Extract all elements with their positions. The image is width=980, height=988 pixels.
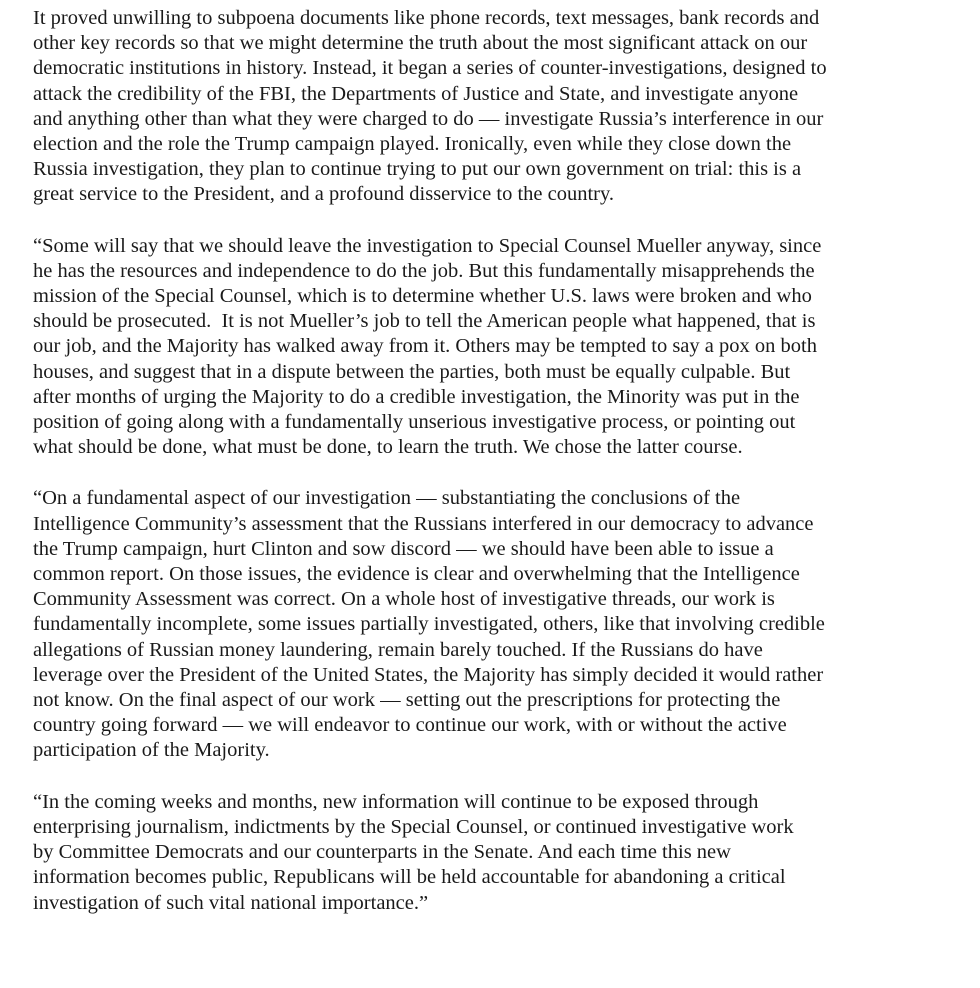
text-line: “In the coming weeks and months, new information will continue to be exposed through [33, 790, 759, 813]
paragraph-1 [33, 6, 953, 208]
text-line: “On a fundamental aspect of our investigation — substantiating the conclusions of the [33, 487, 741, 510]
text-line: enterprising journalism, indictments by the Special Counsel, or continued investigative work [33, 815, 794, 838]
text-line: our job, and the Majority has walked away from it. Others may be tempted to say a pox on both [33, 335, 817, 358]
document-page [33, 6, 953, 942]
text-line: It proved unwilling to subpoena documents like phone records, text messages, bank records and [33, 7, 820, 29]
text-line: position of going along with a fundamentally unserious investigative process, or pointing out [33, 411, 796, 434]
text-line: fundamentally incomplete, some issues partially investigated, others, like that involving credible [33, 613, 825, 636]
text-line: what should be done, what must be done, to learn the truth. We chose the latter course. [33, 436, 743, 459]
text-line: common report. On those issues, the evidence is clear and overwhelming that the Intelligence [33, 563, 800, 586]
text-line: mission of the Special Counsel, which is to determine whether U.S. laws were broken and who [33, 285, 812, 308]
text-line: should be prosecuted. It is not Mueller’s job to tell the American people what happened, that is [33, 310, 816, 333]
text-line: not know. On the final aspect of our work — setting out the prescriptions for protecting the [33, 689, 781, 712]
text-line: after months of urging the Majority to do a credible investigation, the Minority was put in the [33, 385, 800, 408]
text-line: investigation of such vital national importance.” [33, 891, 429, 914]
text-line: allegations of Russian money laundering, remain barely touched. If the Russians do have [33, 638, 763, 661]
text-line: Intelligence Community’s assessment that the Russians interfered in our democracy to advance [33, 512, 814, 535]
text-line: democratic institutions in history. Instead, it began a series of counter-investigations, designed to [33, 57, 827, 80]
text-line: other key records so that we might determine the truth about the most significant attack on our [33, 32, 808, 55]
text-line: he has the resources and independence to do the job. But this fundamentally misapprehends the [33, 259, 815, 282]
text-line: the Trump campaign, hurt Clinton and sow discord — we should have been able to issue a [33, 537, 774, 560]
text-line: by Committee Democrats and our counterparts in the Senate. And each time this new [33, 841, 731, 864]
paragraph-3 [33, 486, 953, 763]
text-line: attack the credibility of the FBI, the Departments of Justice and State, and investigate anyone [33, 82, 799, 105]
text-line: country going forward — we will endeavor to continue our work, with or without the active [33, 714, 787, 737]
text-line: great service to the President, and a profound disservice to the country. [33, 183, 615, 206]
text-line: “Some will say that we should leave the investigation to Special Counsel Mueller anyway, since [33, 234, 822, 257]
paragraph-2 [33, 234, 953, 461]
text-line: election and the role the Trump campaign played. Ironically, even while they close down the [33, 133, 792, 156]
text-line: Community Assessment was correct. On a whole host of investigative threads, our work is [33, 588, 775, 611]
text-line: participation of the Majority. [33, 739, 270, 762]
text-line: Russia investigation, they plan to continue trying to put our own government on trial: this is a [33, 158, 802, 181]
text-line: and anything other than what they were charged to do — investigate Russia’s interference in our [33, 107, 824, 130]
paragraph-4 [33, 790, 953, 916]
text-line: information becomes public, Republicans will be held accountable for abandoning a critical [33, 866, 786, 889]
text-line: leverage over the President of the United States, the Majority has simply decided it would rather [33, 663, 824, 686]
text-line: houses, and suggest that in a dispute between the parties, both must be equally culpable. But [33, 360, 791, 383]
